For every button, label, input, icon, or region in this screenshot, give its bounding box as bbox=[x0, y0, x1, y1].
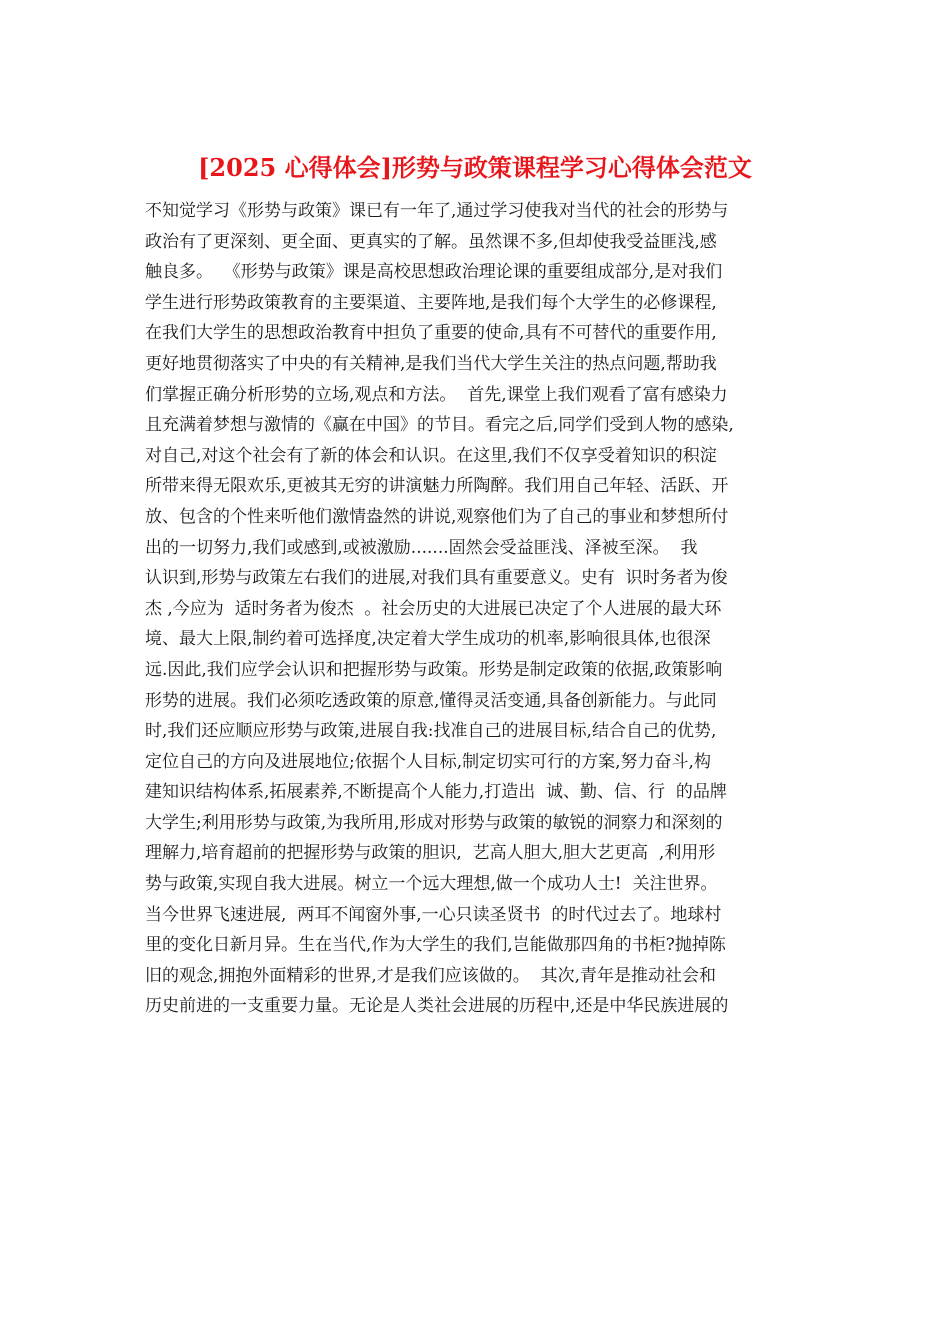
body-text-line: 触良多。 《形势与政策》课是高校思想政治理论课的重要组成部分,是对我们 bbox=[145, 262, 723, 283]
body-text-line: 出的一切努力,我们或感到,或被激励.......固然会受益匪浅、泽被至深。 我 bbox=[145, 537, 698, 558]
body-text-line: 形势的进展。我们必须吃透政策的原意,懂得灵活变通,具备创新能力。与此同 bbox=[145, 690, 717, 711]
body-text-line: 更好地贯彻落实了中央的有关精神,是我们当代大学生关注的热点问题,帮助我 bbox=[145, 353, 717, 374]
body-text-line: 大学生;利用形势与政策,为我所用,形成对形势与政策的敏锐的洞察力和深刻的 bbox=[145, 812, 723, 833]
body-text-line: 不知觉学习《形势与政策》课已有一年了,通过学习使我对当代的社会的形势与 bbox=[145, 201, 729, 221]
body-text-line: 对自己,对这个社会有了新的体会和认识。在这里,我们不仅享受着知识的积淀 bbox=[145, 445, 717, 466]
body-text-line: 理解力,培育超前的把握形势与政策的胆识, 艺高人胆大,胆大艺更高 ,利用形 bbox=[145, 843, 716, 864]
body-text-line: 旧的观念,拥抱外面精彩的世界,才是我们应该做的。 其次,青年是推动社会和 bbox=[145, 965, 717, 986]
body-text-line: 学生进行形势政策教育的主要渠道、主要阵地,是我们每个大学生的必修课程, bbox=[145, 292, 717, 313]
body-text-line: 当今世界飞速进展, 两耳不闻窗外事,一心只读圣贤书 的时代过去了。地球村 bbox=[145, 904, 722, 925]
body-text-line: 认识到,形势与政策左右我们的进展,对我们具有重要意义。史有 识时务者为俊 bbox=[145, 568, 728, 589]
document-body bbox=[145, 196, 815, 1022]
body-text-line: 历史前进的一支重要力量。无论是人类社会进展的历程中,还是中华民族进展的 bbox=[145, 996, 729, 1017]
body-text-line: 时,我们还应顺应形势与政策,进展自我:找准自己的进展目标,结合自己的优势, bbox=[145, 721, 717, 742]
body-text-line: 且充满着梦想与激情的《赢在中国》的节目。看完之后,同学们受到人物的感染, bbox=[145, 415, 734, 436]
body-text-line: 政治有了更深刻、更全面、更真实的了解。虽然课不多,但却使我受益匪浅,感 bbox=[145, 231, 717, 252]
body-text-line: 在我们大学生的思想政治教育中担负了重要的使命,具有不可替代的重要作用, bbox=[145, 323, 717, 344]
body-text-line: 们掌握正确分析形势的立场,观点和方法。 首先,课堂上我们观看了富有感染力 bbox=[145, 384, 728, 405]
body-text-line: 杰 ,今应为 适时务者为俊杰 。社会历史的大进展已决定了个人进展的最大环 bbox=[145, 598, 722, 619]
body-text-line: 建知识结构体系,拓展素养,不断提高个人能力,打造出 诚、勤、信、行 的品牌 bbox=[145, 782, 727, 803]
body-text-line: 境、最大上限,制约着可选择度,决定着大学生成功的机率,影响很具体,也很深 bbox=[145, 629, 711, 650]
body-text-line: 定位自己的方向及进展地位;依据个人目标,制定切实可行的方案,努力奋斗,构 bbox=[145, 751, 711, 772]
body-text-line: 势与政策,实现自我大进展。树立一个远大理想,做一个成功人士! 关注世界。 bbox=[145, 874, 718, 895]
body-text-line: 远.因此,我们应学会认识和把握形势与政策。形势是制定政策的依据,政策影响 bbox=[145, 659, 723, 680]
body-text-line: 里的变化日新月异。生在当代,作为大学生的我们,岂能做那四角的书柜?抛掉陈 bbox=[145, 935, 726, 956]
body-text-line: 所带来得无限欢乐,更被其无穷的讲演魅力所陶醉。我们用自己年轻、活跃、开 bbox=[145, 476, 729, 497]
document-title: [2025 心得体会]形势与政策课程学习心得体会范文 bbox=[198, 153, 752, 182]
body-text-line: 放、包含的个性来听他们激情盎然的讲说,观察他们为了自己的事业和梦想所付 bbox=[145, 506, 729, 527]
